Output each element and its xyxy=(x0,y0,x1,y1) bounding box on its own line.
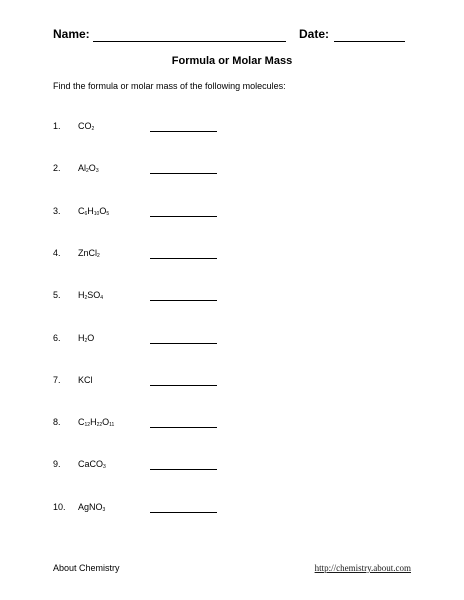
answer-blank[interactable] xyxy=(150,469,217,470)
answer-blank[interactable] xyxy=(150,343,217,344)
question-2 xyxy=(53,163,233,177)
question-number: 7. xyxy=(53,374,61,385)
question-number: 2. xyxy=(53,163,61,174)
page-title: Formula or Molar Mass xyxy=(171,55,293,67)
question-number: 3. xyxy=(53,205,61,216)
answer-blank[interactable] xyxy=(150,512,217,513)
question-number: 9. xyxy=(53,459,61,470)
name-label: Name: xyxy=(53,27,90,41)
molecule-formula: $Al_2O_3$ xyxy=(78,163,99,175)
footer-source: About Chemistry xyxy=(53,563,120,573)
name-field[interactable] xyxy=(93,41,286,42)
molecule-formula: $H_2SO_4$ xyxy=(78,290,104,302)
question-number: 1. xyxy=(53,121,61,131)
answer-blank[interactable] xyxy=(150,131,217,132)
molecule-formula: ZnCl$_2$ xyxy=(78,247,100,259)
header xyxy=(53,27,405,43)
question-number: 6. xyxy=(53,332,61,343)
question-number: 5. xyxy=(53,290,61,301)
date-label: Date: xyxy=(299,27,330,41)
answer-blank[interactable] xyxy=(150,385,217,386)
molecule-formula: $C_{12}H_{22}O_{11}$ xyxy=(78,417,115,429)
instructions: Find the formula or molar mass of the following molecules: xyxy=(53,81,286,91)
answer-blank[interactable] xyxy=(150,173,217,174)
answer-blank[interactable] xyxy=(150,216,217,217)
question-9 xyxy=(53,459,233,473)
date-field[interactable] xyxy=(334,41,405,42)
question-10 xyxy=(53,502,233,516)
question-5 xyxy=(53,290,233,304)
question-4 xyxy=(53,248,233,262)
question-number: 10. xyxy=(53,501,66,512)
molecule-formula: KCl xyxy=(78,374,93,385)
question-1 xyxy=(53,121,233,135)
answer-blank[interactable] xyxy=(150,427,217,428)
question-number: 4. xyxy=(53,247,61,258)
question-8 xyxy=(53,417,233,431)
molecule-formula: $C_6H_{10}O_5$ xyxy=(78,205,110,217)
question-7 xyxy=(53,375,233,389)
answer-blank[interactable] xyxy=(150,258,217,259)
footer-link[interactable]: http://chemistry.about.com xyxy=(314,563,411,573)
molecule-formula: AgNO$_3$ xyxy=(78,501,106,513)
molecule-formula: CaCO$_3$ xyxy=(78,459,106,471)
molecule-formula: $CO_2$ xyxy=(78,121,95,132)
question-3 xyxy=(53,206,233,220)
answer-blank[interactable] xyxy=(150,300,217,301)
question-6 xyxy=(53,333,233,347)
molecule-formula: $H_2O$ xyxy=(78,332,95,344)
question-number: 8. xyxy=(53,417,61,428)
